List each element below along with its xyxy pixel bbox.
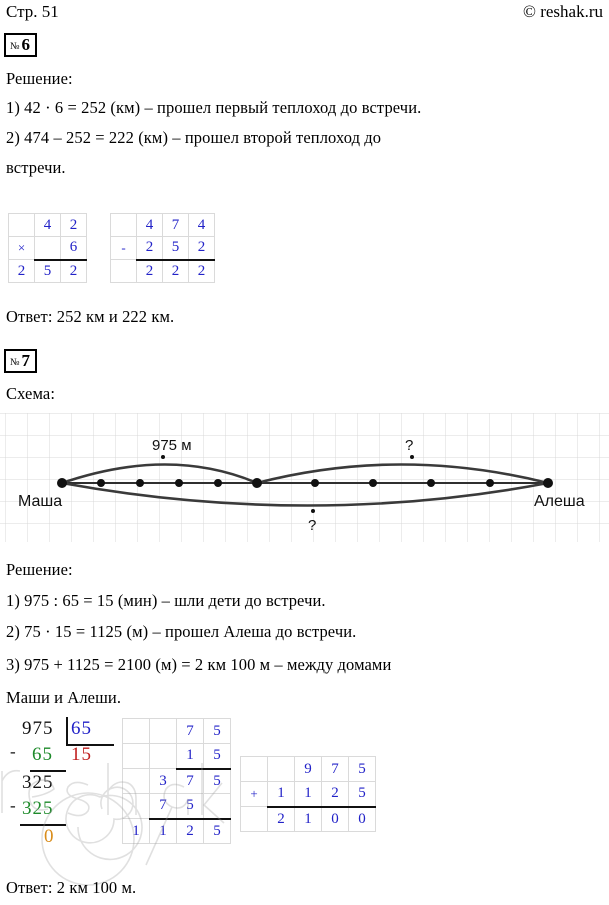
cell: 9 — [295, 757, 322, 782]
cell: 7 — [322, 757, 349, 782]
task-number-sign-6: № — [10, 41, 20, 52]
cell: 2 — [189, 237, 215, 260]
table-row — [241, 782, 376, 807]
cell: 1 — [150, 819, 177, 844]
operator-cell: - — [111, 237, 137, 260]
label-masha: Маша — [18, 493, 63, 510]
cell: 2 — [137, 260, 163, 283]
arc-label-anchor — [161, 455, 165, 459]
division-subtrahend-1: 65 — [32, 744, 53, 765]
division-divisor: 65 — [71, 718, 92, 739]
tick-dot — [311, 479, 319, 487]
cell: 7 — [163, 214, 189, 237]
task7-answer: Ответ: 2 км 100 м. — [6, 878, 137, 897]
tick-dot — [486, 479, 494, 487]
operator-cell — [150, 744, 177, 769]
node-masha — [57, 478, 67, 488]
task-badge-7 — [4, 349, 37, 373]
task6-answer: Ответ: 252 км и 222 км. — [6, 307, 175, 326]
copyright-notice: © reshak.ru — [523, 2, 603, 21]
task6-subtraction-grid — [110, 213, 215, 283]
cell: 2 — [163, 260, 189, 283]
cell — [123, 769, 150, 794]
cell: 2 — [61, 260, 87, 283]
tick-dot — [214, 479, 222, 487]
cell: 5 — [349, 782, 376, 807]
division-dividend: 975 — [22, 718, 54, 739]
cell: 4 — [137, 214, 163, 237]
task-number-7: 7 — [21, 351, 31, 370]
cell — [150, 719, 177, 744]
cell — [35, 237, 61, 260]
table-row — [123, 769, 231, 794]
division-rule-2 — [20, 824, 66, 826]
tick-dot — [97, 479, 105, 487]
task6-step-3: встречи. — [6, 158, 66, 177]
task6-solution-label: Решение: — [6, 69, 73, 88]
table-row — [123, 819, 231, 844]
task7-step-2: 2) 75 · 15 = 1125 (м) – прошел Алеша до встречи. — [6, 622, 357, 641]
cell: 5 — [163, 237, 189, 260]
cell: 2 — [268, 807, 295, 832]
label-alesha: Алеша — [534, 493, 585, 510]
task-number-sign-7: № — [10, 357, 20, 368]
page-header — [0, 2, 609, 22]
division-minus-2: - — [10, 796, 16, 815]
node-meeting-point — [252, 478, 262, 488]
cell: 5 — [177, 794, 204, 819]
table-row — [9, 214, 87, 237]
task7-multiplication-grid — [122, 718, 231, 844]
cell: 5 — [204, 819, 231, 844]
cell: 5 — [204, 769, 231, 794]
operator-cell: × — [9, 237, 35, 260]
table-row — [111, 214, 215, 237]
division-remainder-1: 325 — [22, 772, 54, 793]
cell: 2 — [61, 214, 87, 237]
label-975-m: 975 м — [152, 437, 192, 454]
table-row — [123, 744, 231, 769]
cell: 1 — [268, 782, 295, 807]
cell — [123, 744, 150, 769]
cell: 3 — [150, 769, 177, 794]
arc-label-anchor — [311, 509, 315, 513]
cell: 7 — [150, 794, 177, 819]
task7-step-4: Маши и Алеши. — [6, 688, 122, 707]
task-badge-6 — [4, 33, 37, 57]
node-alesha — [543, 478, 553, 488]
task7-step-1: 1) 975 : 65 = 15 (мин) – шли дети до встречи. — [6, 591, 326, 610]
cell: 2 — [9, 260, 35, 283]
task7-addition-grid — [240, 756, 376, 832]
cell: 2 — [322, 782, 349, 807]
task6-step-2: 2) 474 – 252 = 222 (км) – прошел второй теплоход до — [6, 128, 382, 147]
cell — [9, 214, 35, 237]
cell — [111, 214, 137, 237]
cell: 4 — [35, 214, 61, 237]
division-vertical-bar — [66, 717, 68, 744]
label-question-bottom: ? — [308, 517, 317, 534]
cell: 7 — [177, 719, 204, 744]
label-question-top: ? — [405, 437, 414, 454]
task6-step-1: 1) 42 · 6 = 252 (км) – прошел первый теплоход до встречи. — [6, 98, 422, 117]
division-minus-1: - — [10, 742, 16, 761]
cell: 1 — [177, 744, 204, 769]
tick-dot — [427, 479, 435, 487]
table-row — [123, 794, 231, 819]
cell — [123, 794, 150, 819]
cell — [241, 807, 268, 832]
cell: 6 — [61, 237, 87, 260]
division-quotient: 15 — [71, 744, 92, 765]
cell: 2 — [177, 819, 204, 844]
division-subtrahend-2: 325 — [22, 798, 54, 819]
task7-scheme-diagram — [0, 410, 609, 542]
cell: 5 — [204, 719, 231, 744]
arc-label-anchor — [410, 455, 414, 459]
task7-long-division — [8, 718, 118, 868]
cell: 7 — [177, 769, 204, 794]
tick-dot — [175, 479, 183, 487]
table-row — [241, 807, 376, 832]
task-number-6: 6 — [21, 35, 31, 54]
cell — [268, 757, 295, 782]
cell: 5 — [349, 757, 376, 782]
table-row — [111, 237, 215, 260]
task7-step-3: 3) 975 + 1125 = 2100 (м) = 2 км 100 м – между домами — [6, 655, 392, 674]
task7-scheme-label: Схема: — [6, 384, 56, 403]
cell: 0 — [349, 807, 376, 832]
cell: 1 — [295, 782, 322, 807]
table-row — [9, 260, 87, 283]
cell: 0 — [322, 807, 349, 832]
page-number: Стр. 51 — [6, 2, 59, 21]
cell — [241, 757, 268, 782]
cell: 4 — [189, 214, 215, 237]
cell: 2 — [189, 260, 215, 283]
cell — [204, 794, 231, 819]
task7-solution-label: Решение: — [6, 560, 73, 579]
tick-dot — [136, 479, 144, 487]
cell — [111, 260, 137, 283]
task6-multiplication-grid — [8, 213, 87, 283]
division-remainder-final: 0 — [44, 826, 55, 847]
cell: 5 — [35, 260, 61, 283]
cell: 1 — [295, 807, 322, 832]
tick-dot — [369, 479, 377, 487]
cell: 1 — [123, 819, 150, 844]
cell: 2 — [137, 237, 163, 260]
operator-cell: + — [241, 782, 268, 807]
table-row — [9, 237, 87, 260]
table-row — [111, 260, 215, 283]
cell: 5 — [204, 744, 231, 769]
cell — [123, 719, 150, 744]
table-row — [123, 719, 231, 744]
table-row — [241, 757, 376, 782]
